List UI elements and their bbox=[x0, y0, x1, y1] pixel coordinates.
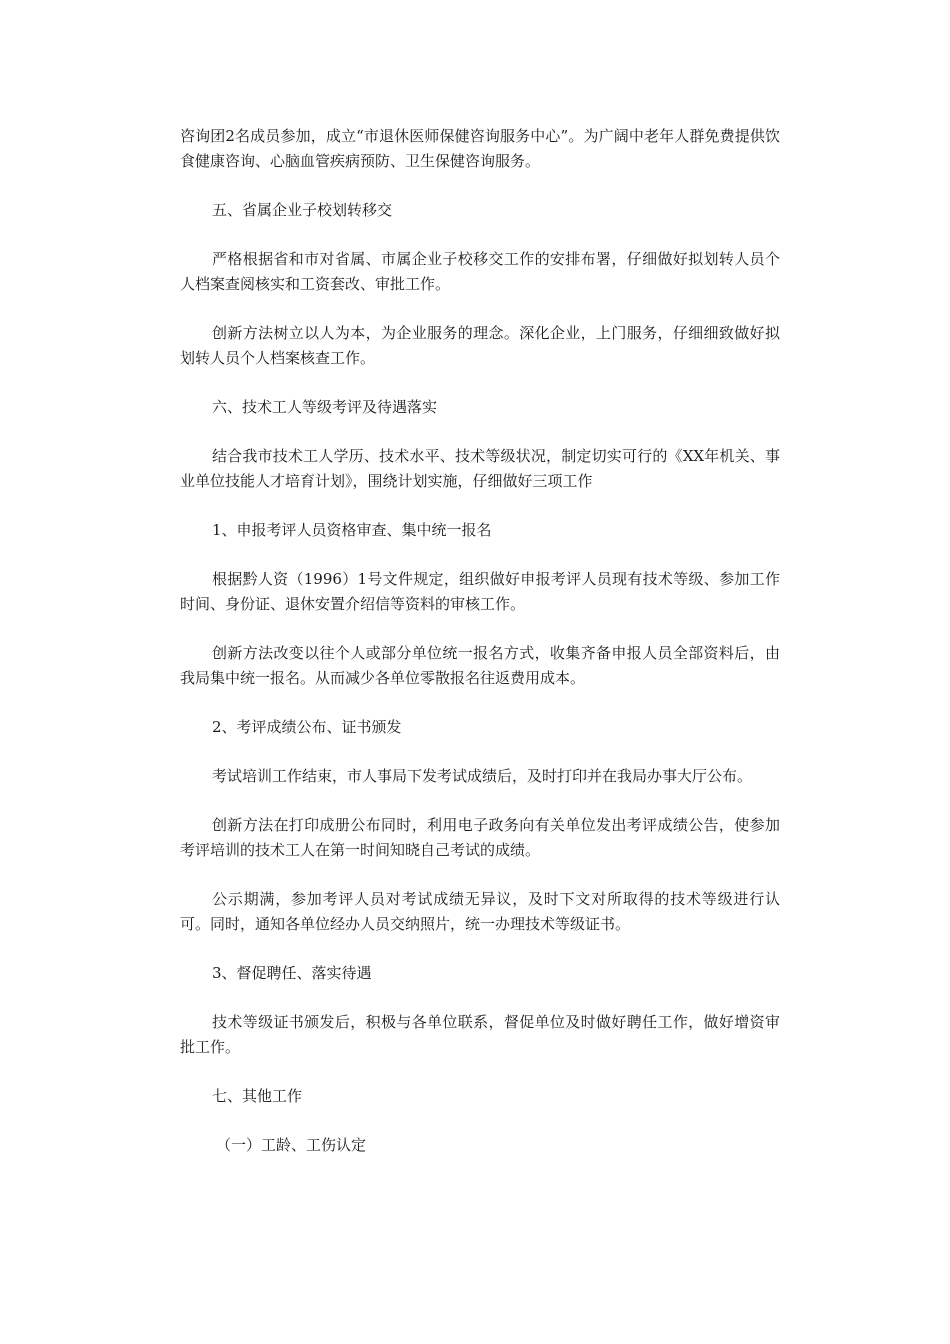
subsection-heading-1: 1、申报考评人员资格审查、集中统一报名 bbox=[212, 521, 492, 539]
paragraph-continuation: 咨询团2名成员参加，成立“市退休医师保健咨询服务中心”。为广阔中老年人群免费提供饮食健康咨询、心脑血管疾病预防、卫生保健咨询服务。 bbox=[180, 127, 780, 170]
paragraph: 根据黔人资（1996）1号文件规定，组织做好申报考评人员现有技术等级、参加工作时间、身份证、退休安置介绍信等资料的审核工作。 bbox=[180, 570, 780, 613]
paragraph: 严格根据省和市对省属、市属企业子校移交工作的安排布署，仔细做好拟划转人员个人档案查阅核实和工资套改、审批工作。 bbox=[180, 250, 780, 293]
subsection-heading-2: 2、考评成绩公布、证书颁发 bbox=[212, 718, 402, 736]
section-heading-7: 七、其他工作 bbox=[212, 1087, 303, 1105]
paragraph: 公示期满，参加考评人员对考试成绩无异议，及时下文对所取得的技术等级进行认可。同时，通知各单位经办人员交纳照片，统一办理技术等级证书。 bbox=[180, 890, 780, 933]
document-body bbox=[180, 124, 780, 1182]
section-heading-6: 六、技术工人等级考评及待遇落实 bbox=[212, 398, 438, 416]
paragraph: 创新方法在打印成册公布同时，利用电子政务向有关单位发出考评成绩公告，使参加考评培训的技术工人在第一时间知晓自己考试的成绩。 bbox=[180, 816, 780, 859]
paragraph: 考试培训工作结束，市人事局下发考试成绩后，及时打印并在我局办事大厅公布。 bbox=[212, 767, 753, 785]
section-heading-5: 五、省属企业子校划转移交 bbox=[212, 201, 393, 219]
paragraph: 技术等级证书颁发后，积极与各单位联系，督促单位及时做好聘任工作，做好增资审批工作。 bbox=[180, 1013, 780, 1056]
subsection-heading-a: （一）工龄、工伤认定 bbox=[216, 1136, 367, 1154]
paragraph: 结合我市技术工人学历、技术水平、技术等级状况，制定切实可行的《XX年机关、事业单位技能人才培育计划》，围绕计划实施，仔细做好三项工作 bbox=[180, 447, 780, 490]
paragraph: 创新方法树立以人为本，为企业服务的理念。深化企业，上门服务，仔细细致做好拟划转人员个人档案核查工作。 bbox=[180, 324, 780, 367]
subsection-heading-3: 3、督促聘任、落实待遇 bbox=[212, 964, 372, 982]
paragraph: 创新方法改变以往个人或部分单位统一报名方式，收集齐备申报人员全部资料后，由我局集中统一报名。从而减少各单位零散报名往返费用成本。 bbox=[180, 644, 780, 687]
